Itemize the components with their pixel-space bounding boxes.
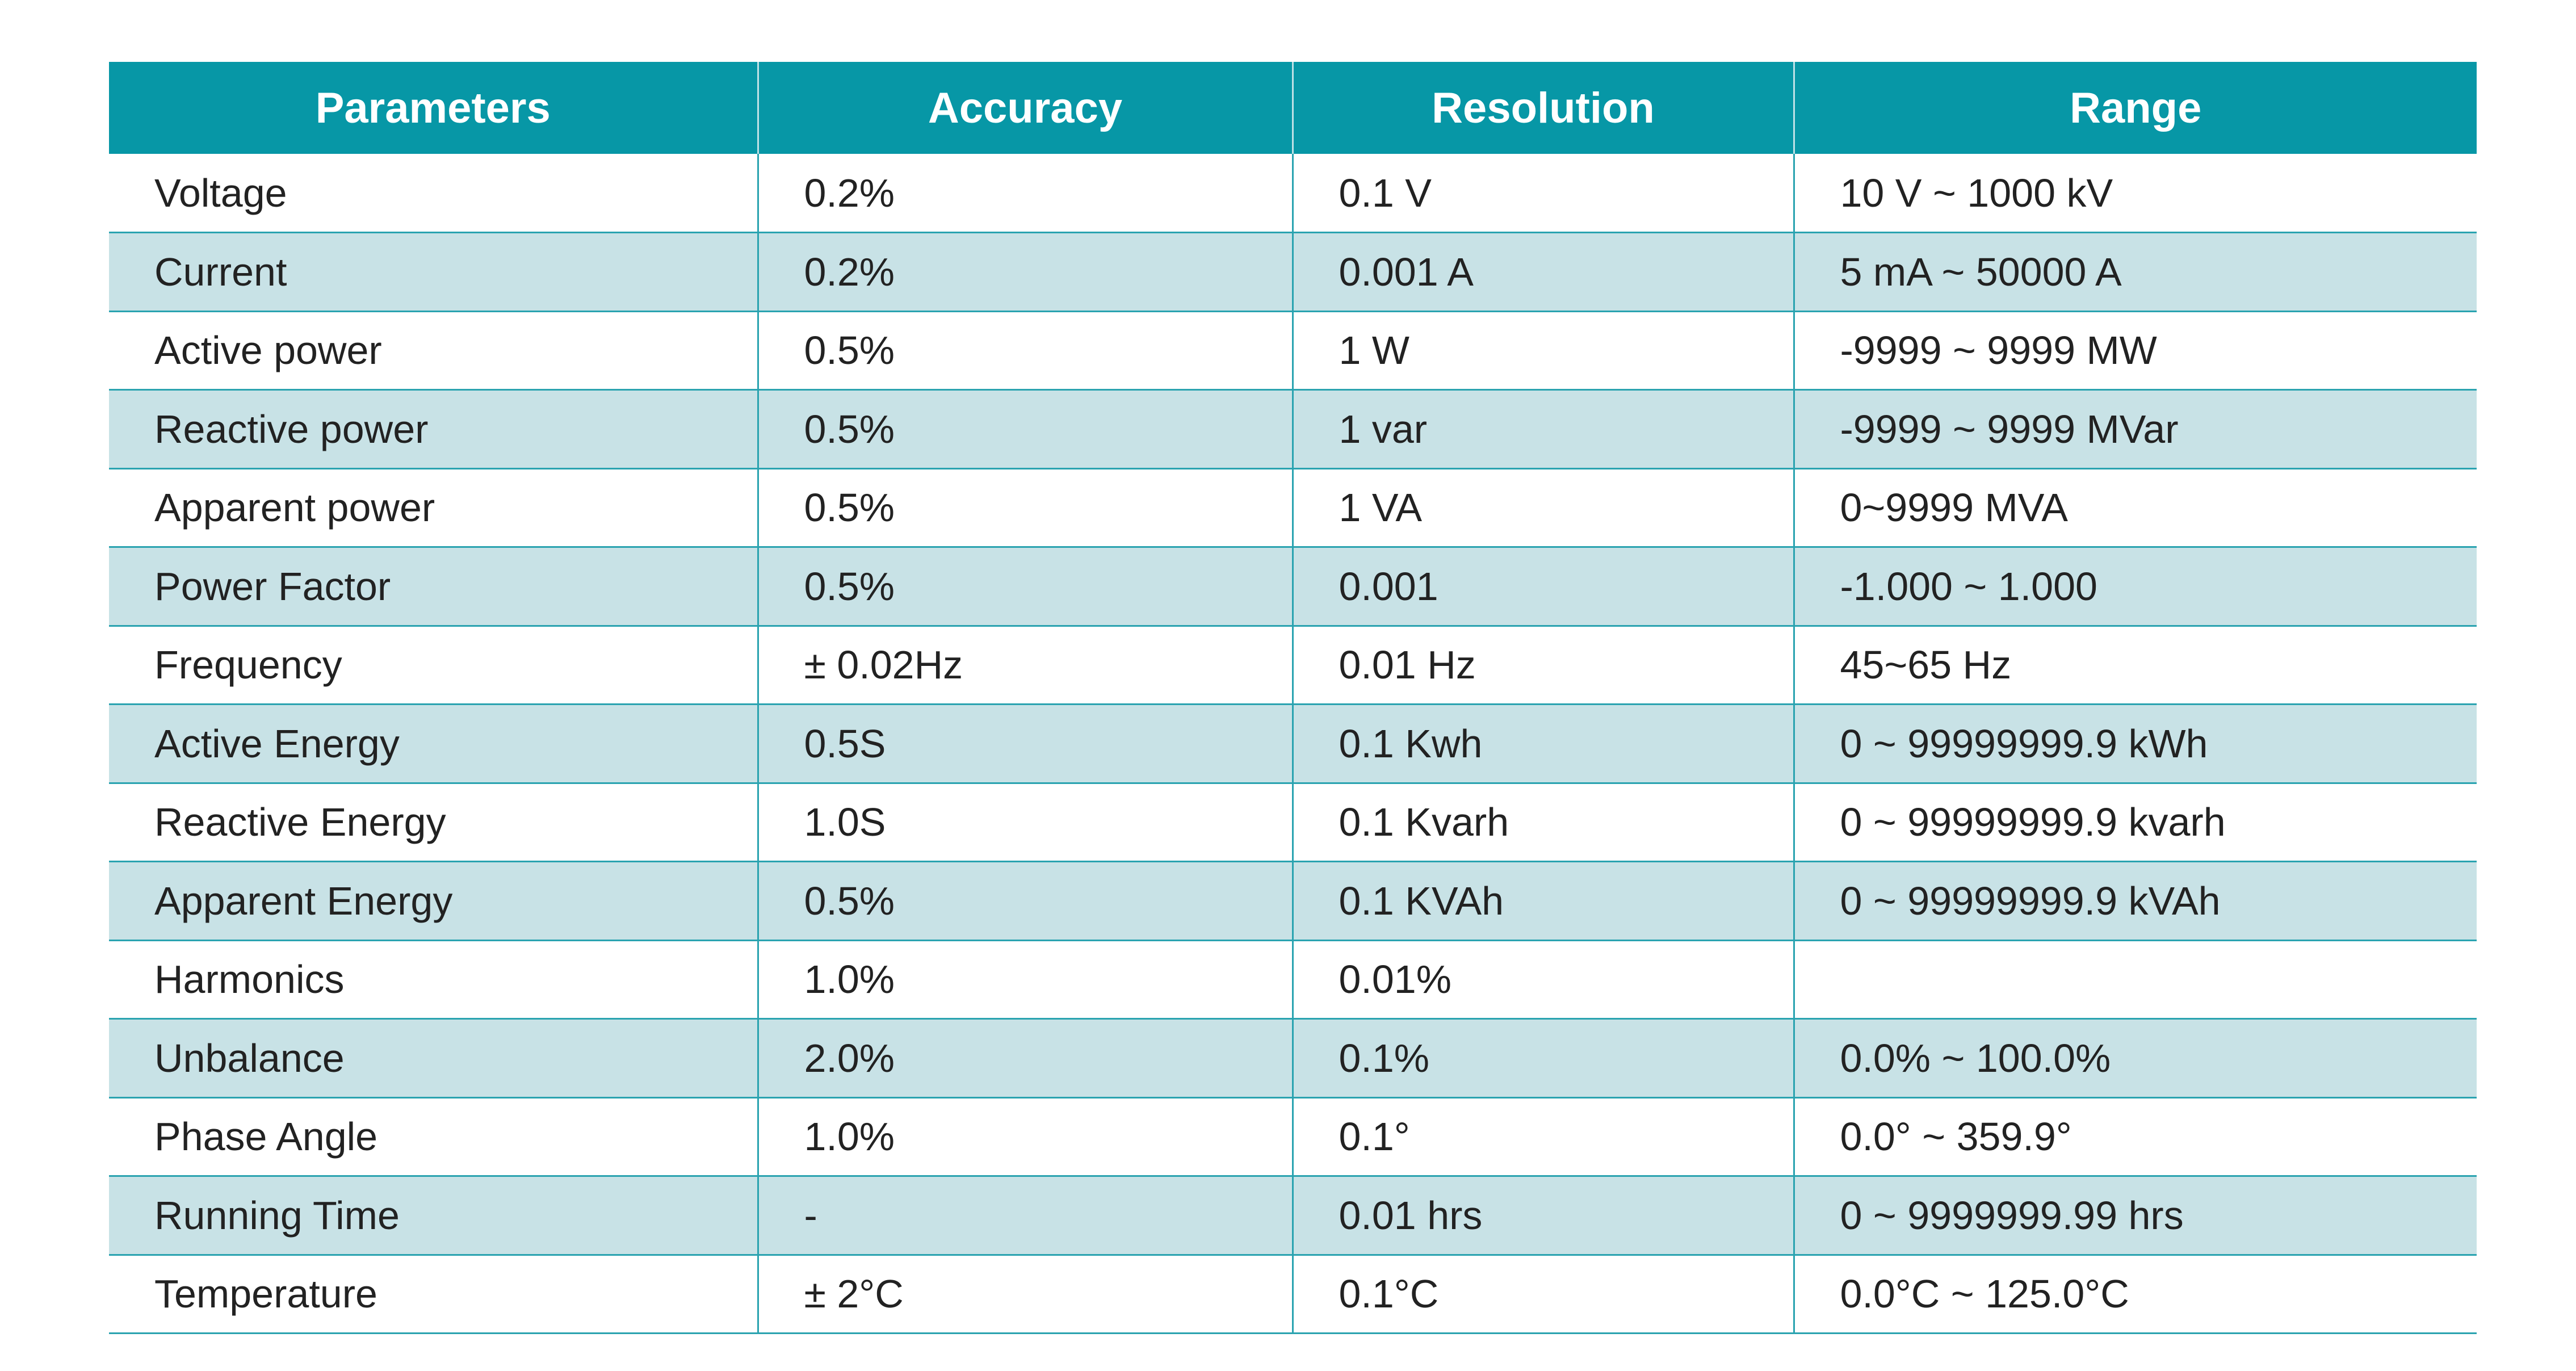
table-row [109,390,2477,469]
cell-accuracy: 0.5% [758,862,1293,941]
cell-resolution: 0.1 KVAh [1293,862,1794,941]
table-row [109,1255,2477,1334]
cell-resolution: 0.01 hrs [1293,1176,1794,1255]
cell-parameter: Unbalance [109,1019,758,1098]
table-row [109,233,2477,312]
cell-resolution: 0.01% [1293,940,1794,1019]
cell-parameter: Apparent power [109,468,758,547]
cell-accuracy: 1.0% [758,1097,1293,1176]
table-row [109,626,2477,705]
table-row [109,547,2477,626]
cell-accuracy: 1.0S [758,783,1293,862]
cell-accuracy: 0.5S [758,705,1293,783]
cell-accuracy: 0.5% [758,547,1293,626]
table-body [109,154,2477,1334]
cell-resolution: 1 var [1293,390,1794,469]
cell-accuracy: - [758,1176,1293,1255]
cell-range: 45~65 Hz [1794,626,2477,705]
table-row [109,468,2477,547]
cell-accuracy: 1.0% [758,940,1293,1019]
cell-accuracy: ± 2°C [758,1255,1293,1334]
cell-range: 0 ~ 99999999.9 kvarh [1794,783,2477,862]
cell-resolution: 0.1° [1293,1097,1794,1176]
cell-range: 0~9999 MVA [1794,468,2477,547]
cell-range: -9999 ~ 9999 MVar [1794,390,2477,469]
header-row [109,62,2477,154]
cell-range: -9999 ~ 9999 MW [1794,311,2477,390]
cell-range: 5 mA ~ 50000 A [1794,233,2477,312]
cell-accuracy: 2.0% [758,1019,1293,1098]
header-accuracy: Accuracy [758,62,1293,154]
cell-range: 0 ~ 99999999.9 kWh [1794,705,2477,783]
table-row [109,1176,2477,1255]
cell-parameter: Power Factor [109,547,758,626]
cell-accuracy: 0.2% [758,233,1293,312]
cell-resolution: 0.001 [1293,547,1794,626]
cell-accuracy: 0.5% [758,311,1293,390]
cell-parameter: Temperature [109,1255,758,1334]
cell-resolution: 0.01 Hz [1293,626,1794,705]
cell-parameter: Harmonics [109,940,758,1019]
table-header [109,62,2477,154]
cell-parameter: Active power [109,311,758,390]
cell-range [1794,940,2477,1019]
cell-resolution: 0.1% [1293,1019,1794,1098]
cell-parameter: Apparent Energy [109,862,758,941]
table-row [109,311,2477,390]
cell-parameter: Frequency [109,626,758,705]
cell-resolution: 1 W [1293,311,1794,390]
cell-resolution: 0.001 A [1293,233,1794,312]
cell-parameter: Voltage [109,154,758,233]
table-row [109,1097,2477,1176]
header-parameters: Parameters [315,83,551,132]
cell-range: 0 ~ 99999999.9 kVAh [1794,862,2477,941]
cell-parameter: Phase Angle [109,1097,758,1176]
cell-resolution: 0.1 Kvarh [1293,783,1794,862]
cell-resolution: 1 VA [1293,468,1794,547]
cell-range: 0.0°C ~ 125.0°C [1794,1255,2477,1334]
table-row [109,1019,2477,1098]
table-row [109,940,2477,1019]
cell-parameter: Reactive Energy [109,783,758,862]
cell-range: 10 V ~ 1000 kV [1794,154,2477,233]
table-row [109,705,2477,783]
cell-range: -1.000 ~ 1.000 [1794,547,2477,626]
specifications-table [109,62,2477,1334]
cell-parameter: Reactive power [109,390,758,469]
cell-parameter: Current [109,233,758,312]
cell-resolution: 0.1 Kwh [1293,705,1794,783]
cell-accuracy: ± 0.02Hz [758,626,1293,705]
cell-accuracy: 0.2% [758,154,1293,233]
cell-range: 0.0° ~ 359.9° [1794,1097,2477,1176]
cell-range: 0.0% ~ 100.0% [1794,1019,2477,1098]
header-resolution: Resolution [1293,62,1794,154]
table-row [109,154,2477,233]
cell-parameter: Active Energy [109,705,758,783]
cell-resolution: 0.1°C [1293,1255,1794,1334]
cell-range: 0 ~ 9999999.99 hrs [1794,1176,2477,1255]
cell-accuracy: 0.5% [758,390,1293,469]
table-row [109,862,2477,941]
cell-resolution: 0.1 V [1293,154,1794,233]
cell-parameter: Running Time [109,1176,758,1255]
table-row [109,783,2477,862]
cell-accuracy: 0.5% [758,468,1293,547]
header-range: Range [1794,62,2477,154]
